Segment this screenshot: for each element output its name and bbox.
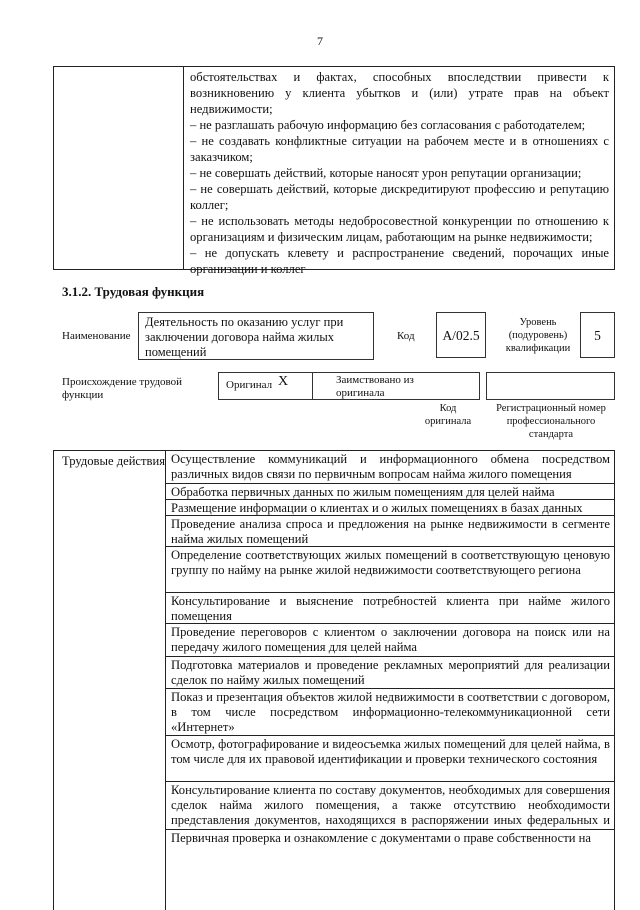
table-row: Осмотр, фотографирование и видеосъемка жилых помещений для целей найма, в том числе для их правовой идентификации и проверки технического состояния <box>166 736 614 782</box>
list-item: – не создавать конфликтные ситуации на рабочем месте и в отношениях с заказчиком; <box>190 134 609 164</box>
list-item: – не разглашать рабочую информацию без согласования с работодателем; <box>190 118 586 132</box>
table-row: Консультирование клиента по составу документов, необходимых для совершения сделок найма жилого помещения, а также отсутствию необходимости представления документов, находящихся в распоряжении иных федеральных и <box>166 782 614 830</box>
table-row: Проведение переговоров с клиентом о заключении договора на поиск или на передачу жилого помещения для целей найма <box>166 624 614 657</box>
list-item: – не совершать действий, которые наносят урон репутации организации; <box>190 166 582 180</box>
table-row: Первичная проверка и ознакомление с документами о праве собственности на <box>171 831 591 845</box>
qualification-level-label: Уровень (подуровень) квалификации <box>505 317 571 354</box>
function-name-field: Деятельность по оказанию услуг при заключении договора найма жилых помещений <box>138 312 374 360</box>
list-item: – не допускать клевету и распространение сведений, порочащих иные организации и коллег <box>190 246 609 276</box>
table-row: Показ и презентация объектов жилой недвижимости в соответствии с договором, в том числе посредством информационно-телекоммуникационной сети «Интернет» <box>166 689 614 736</box>
origin-label: Происхождение трудовой функции <box>62 376 183 401</box>
list-item: – не использовать методы недобросовестной конкуренции по отношению к организациям и физическим лицам, работающим на рынке недвижимости; <box>190 214 609 244</box>
original-label: Оригинал <box>226 379 273 391</box>
reg-number-box <box>486 372 615 400</box>
list-item: обстоятельствах и фактах, способных впоследствии привести к возникновению у клиента убытков и (или) утрате прав на объект недвижимости; <box>190 70 609 116</box>
continuation-table <box>53 66 615 276</box>
table-row: Осуществление коммуникаций и информационного обмена посредством различных видов связи по первичным вопросам найма жилого помещения <box>166 451 614 484</box>
qualification-level-field: 5 <box>580 312 615 358</box>
borrowed-label: Заимствовано из оригинала <box>336 374 414 399</box>
table-row: Определение соответствующих жилых помещений в соответствующую ценовую группу по найму на рынке жилой недвижимости соответствующего региона <box>166 547 614 593</box>
table-row: Подготовка материалов и проведение рекламных мероприятий для реализации сделок по найму жилых помещений <box>166 657 614 689</box>
table-row: Консультирование и выяснение потребностей клиента при найме жилого помещения <box>166 593 614 624</box>
continuation-cell <box>190 69 609 277</box>
labor-actions-header: Трудовые действия <box>62 454 166 468</box>
table-row: Проведение анализа спроса и предложения на рынке недвижимости в сегменте найма жилых помещений <box>166 516 614 547</box>
table-row: Обработка первичных данных по жилым помещениям для целей найма <box>166 484 614 500</box>
section-heading: 3.1.2. Трудовая функция <box>62 284 205 299</box>
function-code-field: А/02.5 <box>436 312 486 358</box>
name-label: Наименование <box>62 330 131 342</box>
original-mark: X <box>278 374 289 389</box>
reg-number-label: Регистрационный номер профессионального стандарта <box>496 403 606 440</box>
table-divider <box>183 67 184 269</box>
page-number: 7 <box>317 34 323 48</box>
origin-divider <box>312 372 313 400</box>
code-of-original-label: Код оригинала <box>424 403 472 427</box>
list-item: – не совершать действий, которые дискредитируют профессию и репутацию коллег; <box>190 182 609 212</box>
labor-actions-table <box>53 450 615 910</box>
code-label: Код <box>397 330 415 342</box>
table-row: Размещение информации о клиентах и о жилых помещениях в базах данных <box>166 500 614 516</box>
